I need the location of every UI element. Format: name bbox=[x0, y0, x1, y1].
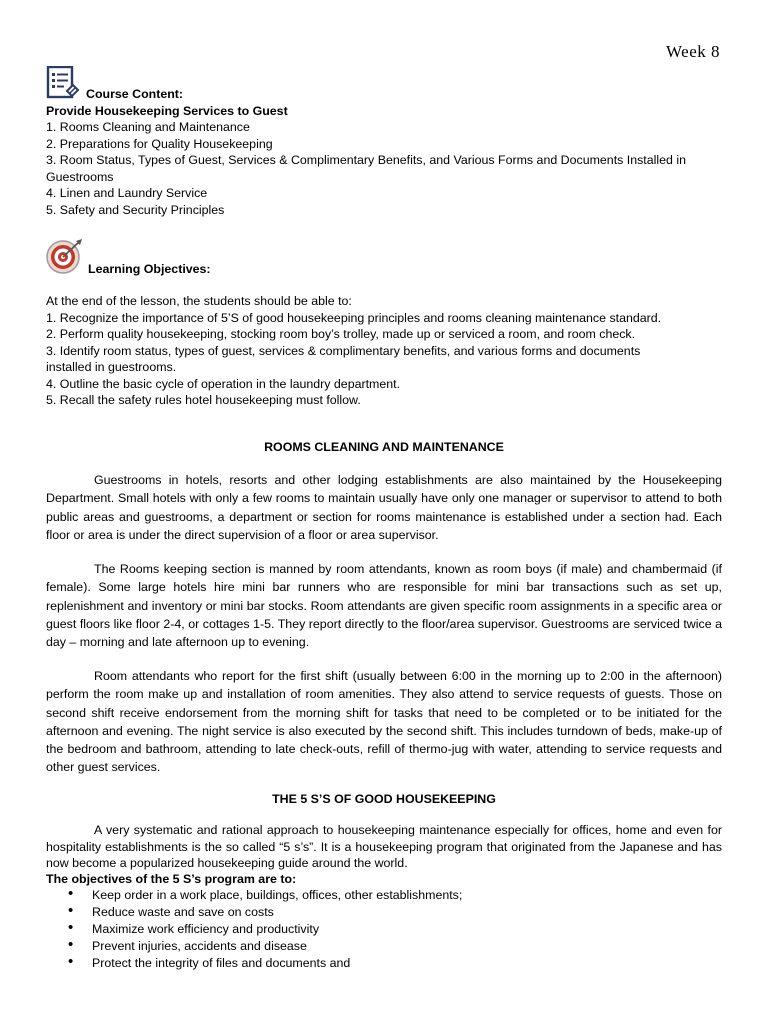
paragraph: Guestrooms in hotels, resorts and other lodging establishments are also maintained by the Housekeeping Department. Small hotels with only a few rooms to maintain usually have only one manager or supervisor to attend to both public areas and guestrooms, a department or section for rooms maintenance is established under a section had. Each floor or area is under the direct supervision of a floor or area supervisor. bbox=[46, 473, 722, 542]
list-item: • Reduce waste and save on costs bbox=[62, 904, 462, 921]
learning-objectives-title: Learning Objectives: bbox=[88, 262, 211, 276]
objective-item: 3. Identify room status, types of guest, services & complimentary benefits, and various forms and documents bbox=[46, 343, 641, 358]
course-item: 1. Rooms Cleaning and Maintenance bbox=[46, 120, 250, 134]
objective-item: 1. Recognize the importance of 5’S of good housekeeping principles and rooms cleaning maintenance standard. bbox=[46, 310, 662, 325]
list-item: • Prevent injuries, accidents and disease bbox=[62, 938, 462, 955]
course-content-title: Course Content: bbox=[86, 87, 184, 101]
course-item: 4. Linen and Laundry Service bbox=[46, 186, 208, 200]
objectives-5s-list bbox=[62, 887, 462, 972]
course-item: 3. Room Status, Types of Guest, Services & Complimentary Benefits, and Various Forms and Documents Installed in bbox=[46, 153, 687, 167]
objective-item: 4. Outline the basic cycle of operation in the laundry department. bbox=[46, 376, 401, 391]
objectives-5s-title: The objectives of the 5 S’s program are to: bbox=[46, 872, 297, 886]
course-item: Guestrooms bbox=[46, 169, 114, 184]
course-content-block bbox=[46, 86, 722, 218]
paragraph: A very systematic and rational approach to housekeeping maintenance especially for offices, home and even for hospitality establishments is the so called “5 s’s”. It is a housekeeping program that originated from the Japanese and has now become a popularized housekeeping guide around the world. bbox=[46, 823, 722, 870]
objective-item: installed in guestrooms. bbox=[46, 360, 177, 374]
list-item: • Protect the integrity of files and documents and bbox=[62, 955, 462, 972]
paragraph: The Rooms keeping section is manned by room attendants, known as room boys (if male) and chambermaid (if female). Some large hotels hire mini bar runners who are responsible for mini bar transactions such as set up, replenishment and inventory or mini bar stocks. Room attendants are given specific room assignments in a specific area or guest floors like floor 2-4, or cottages 1-5. They report directly to the floor/area supervisor. Guestrooms are serviced twice a day – morning and late afternoon up to evening. bbox=[46, 562, 722, 650]
learning-objectives-block bbox=[46, 293, 722, 409]
section-heading-rooms-cleaning: ROOMS CLEANING AND MAINTENANCE bbox=[264, 440, 504, 454]
objective-item: 2. Perform quality housekeeping, stocking room boy’s trolley, made up or serviced a room, and room check. bbox=[46, 327, 636, 341]
course-item: 2. Preparations for Quality Housekeeping bbox=[46, 136, 273, 151]
course-item: 5. Safety and Security Principles bbox=[46, 202, 225, 217]
section-heading-5s: THE 5 S’S OF GOOD HOUSEKEEPING bbox=[272, 792, 496, 806]
course-content-subtitle: Provide Housekeeping Services to Guest bbox=[46, 103, 288, 118]
objective-item: 5. Recall the safety rules hotel housekeeping must follow. bbox=[46, 393, 361, 407]
list-item: • Keep order in a work place, buildings, offices, other establishments; bbox=[62, 887, 462, 904]
paragraph: Room attendants who report for the first shift (usually between 6:00 in the morning up to 2:00 in the afternoon) perform the room make up and installation of room amenities. They also attend to service requests of guests. Those on second shift receive endorsement from the morning shift for tasks that need to be completed or to be initiated for the afternoon and evening. The night service is also executed by the second shift. This includes turndown of beds, make-up of the bedroom and bathroom, attending to late check-outs, refill of thermo-jug with water, attending to service requests and other guest services. bbox=[46, 669, 722, 775]
list-item: • Maximize work efficiency and productivity bbox=[62, 921, 462, 938]
week-label: Week 8 bbox=[665, 42, 720, 61]
objectives-intro: At the end of the lesson, the students should be able to: bbox=[46, 294, 352, 308]
